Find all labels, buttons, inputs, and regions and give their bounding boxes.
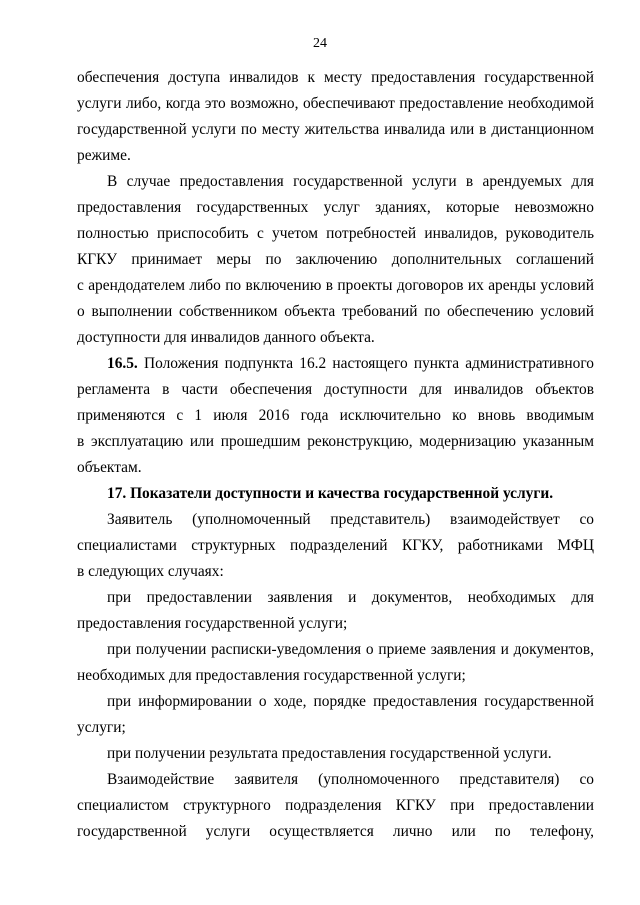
- text-line: государственной услуги по месту жительства инвалида или в дистанционном: [77, 121, 594, 138]
- text-line: при получении расписки-уведомления о приеме заявления и документов,: [107, 641, 594, 658]
- text-line: режиме.: [77, 147, 131, 164]
- text-line: государственной услуги осуществляется лично или по телефону,: [77, 823, 594, 840]
- text-line: при получении результата предоставления государственной услуги.: [107, 745, 552, 762]
- text-line: применяются с 1 июля 2016 года исключительно ко вновь вводимым: [77, 407, 594, 424]
- text-line: В случае предоставления государственной услуги в арендуемых для: [107, 173, 594, 190]
- text-line: КГКУ принимает меры по заключению дополнительных соглашений: [77, 251, 594, 268]
- text-line: [107, 354, 594, 374]
- text-line: при информировании о ходе, порядке предоставления государственной: [107, 693, 594, 710]
- text-line: услуги;: [77, 719, 126, 736]
- text-line: Заявитель (уполномоченный представитель) взаимодействует со: [107, 511, 594, 528]
- text-line: специалистом структурного подразделения КГКУ при предоставлении: [77, 797, 594, 814]
- text-line: о выполнении собственником объекта требований по обеспечению условий: [77, 303, 594, 320]
- text-line: с арендодателем либо по включению в проекты договоров их аренды условий: [77, 277, 594, 294]
- text-line: объектам.: [77, 459, 142, 476]
- text-line: услуги либо, когда это возможно, обеспечивают предоставление необходимой: [77, 95, 594, 112]
- clause-number: 16.5.: [107, 355, 138, 372]
- text-line: предоставления государственных услуг зданиях, которые невозможно: [77, 199, 594, 216]
- text-line: необходимых для предоставления государственной услуги;: [77, 667, 466, 684]
- text-line: доступности для инвалидов данного объекта.: [77, 329, 375, 346]
- text-line: при предоставлении заявления и документов, необходимых для: [107, 589, 594, 606]
- text-line: в эксплуатацию или прошедшим реконструкцию, модернизацию указанным: [77, 433, 594, 450]
- text-line: обеспечения доступа инвалидов к месту предоставления государственной: [77, 69, 594, 86]
- page-number: 24: [313, 36, 327, 51]
- text-line: Взаимодействие заявителя (уполномоченного представителя) со: [107, 771, 594, 788]
- section-heading: 17. Показатели доступности и качества государственной услуги.: [107, 485, 554, 502]
- text-line: регламента в части обеспечения доступности для инвалидов объектов: [77, 381, 594, 398]
- text-line: полностью приспособить с учетом потребностей инвалидов, руководитель: [77, 225, 594, 242]
- text-line: предоставления государственной услуги;: [77, 615, 348, 632]
- text-line: в следующих случаях:: [77, 563, 224, 580]
- text-line: специалистами структурных подразделений КГКУ, работниками МФЦ: [77, 537, 594, 554]
- clause-text: Положения подпункта 16.2 настоящего пункта административного: [143, 355, 594, 372]
